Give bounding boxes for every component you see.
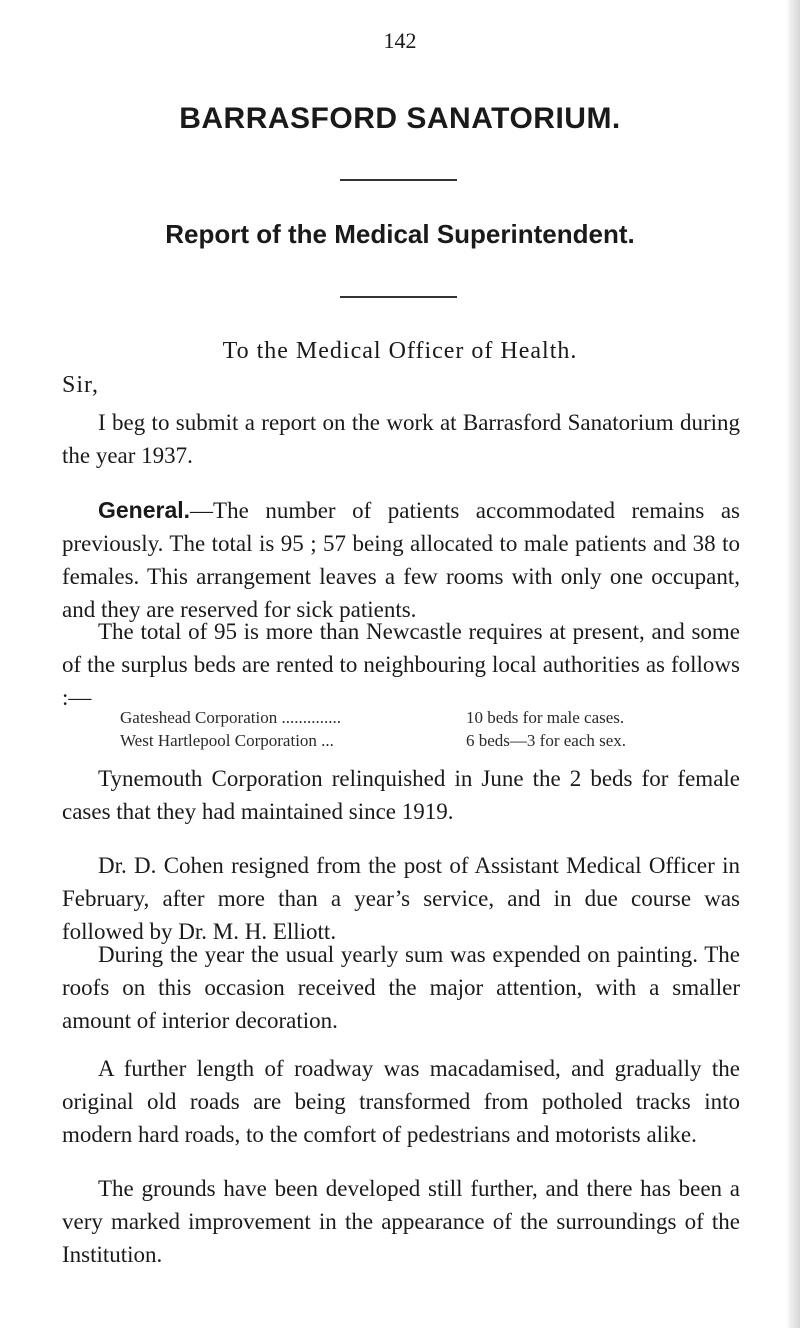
paragraph-text: —The number of patients accommodated remains as previously. The total is 95 ; 57 being allocated to male patients and 38 to females. This arrangement leaves a few rooms with only one occupant, and they are reserved for sick patients. bbox=[62, 498, 740, 622]
paragraph-staff bbox=[62, 849, 740, 948]
allocation-beds: 6 beds—3 for each sex. bbox=[466, 731, 627, 750]
paragraph-roadway bbox=[62, 1052, 740, 1151]
allocation-row bbox=[120, 729, 740, 752]
paragraph-surplus-beds bbox=[62, 615, 740, 714]
report-title: BARRASFORD SANATORIUM. bbox=[179, 102, 621, 135]
paragraph-text: Dr. D. Cohen resigned from the post of Assistant Medical Officer in February, after more than a year’s service, and in due course was followed by Dr. M. H. Elliott. bbox=[62, 853, 740, 944]
paragraph-intro bbox=[62, 406, 740, 472]
paragraph-text: The total of 95 is more than Newcastle requires at present, and some of the surplus beds are rented to neighbouring local authorities as follows :— bbox=[62, 619, 740, 710]
paragraph-text: A further length of roadway was macadamised, and gradually the original old roads are being transformed from potholed tracks into modern hard roads, to the comfort of pedestrians and motorists alike. bbox=[62, 1056, 740, 1147]
salutation: Sir, bbox=[62, 372, 100, 398]
page-number: 142 bbox=[383, 28, 417, 53]
allocation-authority: West Hartlepool Corporation ... bbox=[120, 731, 334, 750]
allocation-row bbox=[120, 706, 740, 729]
title-divider bbox=[340, 179, 457, 181]
allocation-authority: Gateshead Corporation .............. bbox=[120, 708, 341, 727]
bed-allocation-list bbox=[120, 706, 740, 752]
paragraph-text: Tynemouth Corporation relinquished in June the 2 beds for female cases that they had maintained since 1919. bbox=[62, 766, 740, 824]
page-edge-shadow bbox=[786, 0, 800, 1328]
paragraph-text: During the year the usual yearly sum was expended on painting. The roofs on this occasion received the major attention, with a smaller amount of interior decoration. bbox=[62, 942, 740, 1033]
paragraph-painting bbox=[62, 938, 740, 1037]
paragraph-text: The grounds have been developed still further, and there has been a very marked improvement in the appearance of the surroundings of the Institution. bbox=[62, 1176, 740, 1267]
paragraph-tynemouth bbox=[62, 762, 740, 828]
paragraph-grounds bbox=[62, 1172, 740, 1271]
paragraph-general bbox=[62, 494, 740, 626]
paragraph-text: I beg to submit a report on the work at Barrasford Sanatorium during the year 1937. bbox=[62, 410, 740, 468]
section-heading-general: General. bbox=[98, 497, 191, 523]
report-subtitle: Report of the Medical Superintendent. bbox=[165, 219, 635, 249]
addressee: To the Medical Officer of Health. bbox=[222, 338, 578, 364]
subtitle-divider bbox=[340, 296, 457, 298]
allocation-beds: 10 beds for male cases. bbox=[466, 708, 625, 727]
